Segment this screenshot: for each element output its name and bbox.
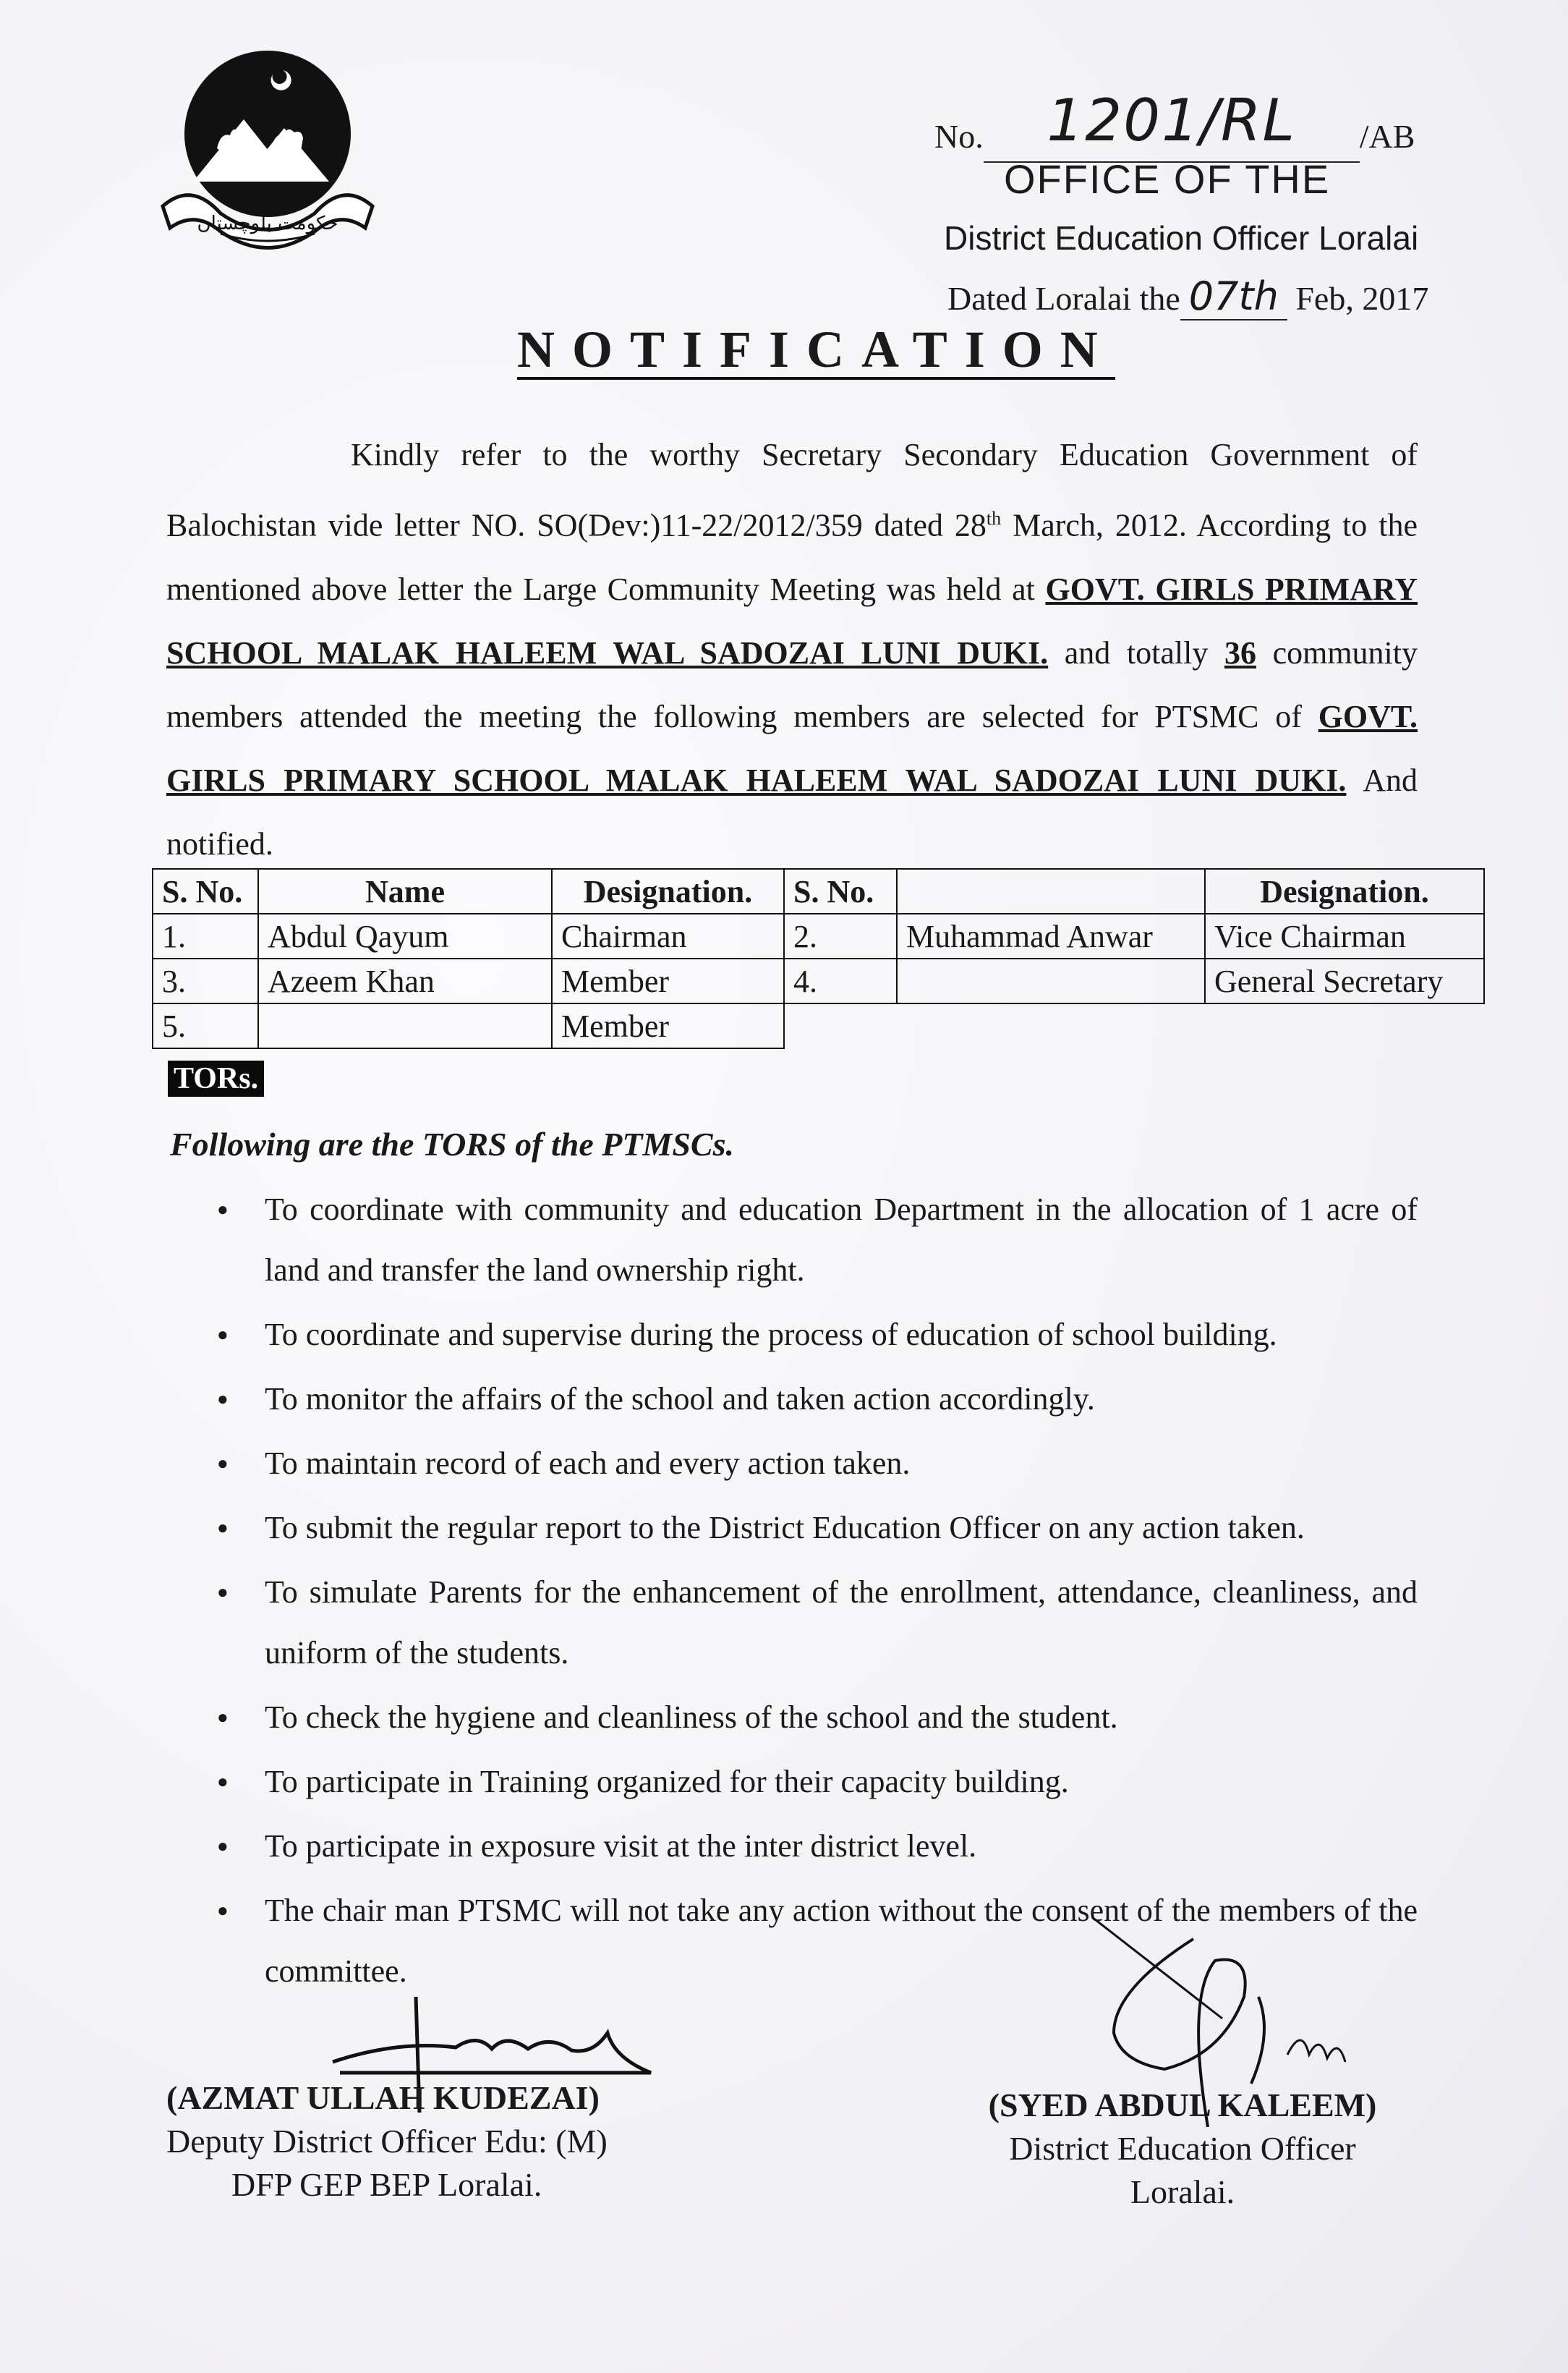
office-line: OFFICE OF THE	[1004, 156, 1331, 202]
left-signatory-block	[166, 2076, 608, 2207]
right-signatory-location: Loralai.	[1130, 2173, 1235, 2210]
cell-designation: General Secretary	[1205, 959, 1484, 1003]
notification-title: NOTIFICATION	[517, 320, 1115, 378]
cell-name: Muhammad Anwar	[897, 914, 1205, 959]
cell-sno: 5.	[153, 1003, 258, 1048]
table-row	[153, 914, 1484, 959]
body-part5: And notified.	[166, 762, 1418, 862]
list-item: ● To submit the regular report to the District Education Officer on any action taken.	[217, 1498, 1418, 1558]
reference-number	[934, 87, 1415, 163]
school-name-1: GOVT. GIRLS PRIMARY SCHOOL MALAK HALEEM WAL SADOZAI LUNI DUKI.	[166, 571, 1418, 671]
reference-number-prefix: No.	[934, 118, 984, 155]
table-row	[153, 1003, 1484, 1048]
dated-prefix: Dated Loralai the	[947, 280, 1180, 317]
members-table	[152, 868, 1485, 1049]
list-item: ● To participate in exposure visit at the inter district level.	[217, 1816, 1418, 1877]
reference-number-handwritten: 1201/RL	[1047, 87, 1297, 154]
right-signatory-block	[973, 2084, 1392, 2214]
table-header-row	[153, 869, 1484, 914]
reference-number-handwritten-field	[984, 87, 1360, 163]
header-name-2	[897, 869, 1205, 914]
list-item: ● To participate in Training organized for their capacity building.	[217, 1752, 1418, 1812]
header-sno-2: S. No.	[784, 869, 897, 914]
header-designation-1: Designation.	[552, 869, 784, 914]
right-signatory-title: District Education Officer	[1009, 2130, 1356, 2167]
list-item: ● To coordinate with community and education Department in the allocation of 1 acre of land and transfer the land ownership right.	[217, 1179, 1418, 1301]
balochistan-emblem-logo	[148, 40, 387, 271]
body-part4: community members attended the meeting the following members are selected for PTSMC of	[166, 634, 1418, 734]
cell-sno: 4.	[784, 959, 897, 1003]
school-name-2: GOVT. GIRLS PRIMARY SCHOOL MALAK HALEEM WAL SADOZAI LUNI DUKI.	[166, 698, 1418, 798]
department-line: District Education Officer Loralai	[944, 219, 1419, 257]
body-date-suffix: th	[986, 508, 1002, 529]
cell-sno: 3.	[153, 959, 258, 1003]
list-item: ● To monitor the affairs of the school and taken action accordingly.	[217, 1369, 1418, 1430]
cell-sno: 2.	[784, 914, 897, 959]
cell-designation: Chairman	[552, 914, 784, 959]
right-signatory-name: (SYED ABDUL KALEEM)	[988, 2087, 1377, 2123]
emblem-script: حکومت بلوچستان	[197, 213, 338, 234]
tors-list	[217, 1179, 1418, 2005]
header-designation-2: Designation.	[1205, 869, 1484, 914]
reference-number-suffix: /AB	[1359, 118, 1415, 155]
list-item: ● To simulate Parents for the enhancement of the enrollment, attendance, cleanliness, and uniform of the students.	[217, 1562, 1418, 1684]
cell-sno: 1.	[153, 914, 258, 959]
body-part2: March, 2012. According to the mentioned above letter the Large Community Meeting was held at	[166, 507, 1418, 607]
cell-designation: Member	[552, 959, 784, 1003]
member-count: 36	[1224, 634, 1256, 671]
list-item: ● To check the hygiene and cleanliness of the school and the student.	[217, 1687, 1418, 1748]
list-item: ● To coordinate and supervise during the process of education of school building.	[217, 1304, 1418, 1365]
tors-intro: Following are the TORS of the PTMSCs.	[170, 1126, 735, 1163]
cell-designation: Member	[552, 1003, 784, 1048]
header-name: Name	[258, 869, 552, 914]
tors-label: TORs.	[168, 1061, 264, 1097]
list-item: ● The chair man PTSMC will not take any action without the consent of the members of the committee.	[217, 1880, 1418, 2002]
cell-name	[258, 1003, 552, 1048]
table-row	[153, 959, 1484, 1003]
left-signatory-name: (AZMAT ULLAH KUDEZAI)	[166, 2079, 600, 2116]
left-signatory-title: Deputy District Officer Edu: (M)	[166, 2123, 608, 2160]
left-signatory-location: DFP GEP BEP Loralai.	[231, 2166, 542, 2203]
body-part3: and totally	[1048, 634, 1224, 671]
dated-line	[947, 273, 1428, 320]
cell-designation: Vice Chairman	[1205, 914, 1484, 959]
cell-name	[897, 959, 1205, 1003]
body-part1: Kindly refer to the worthy Secretary Secondary Education Government of Balochistan vide letter NO. SO(Dev:)11-22/2012/359 dated 28	[166, 437, 1418, 543]
list-item: ● To maintain record of each and every action taken.	[217, 1433, 1418, 1494]
dated-handwritten: 07th	[1180, 273, 1287, 320]
header-sno-1: S. No.	[153, 869, 258, 914]
dated-suffix: Feb, 2017	[1295, 280, 1429, 317]
cell-name: Abdul Qayum	[258, 914, 552, 959]
notification-body	[166, 423, 1418, 876]
cell-name: Azeem Khan	[258, 959, 552, 1003]
